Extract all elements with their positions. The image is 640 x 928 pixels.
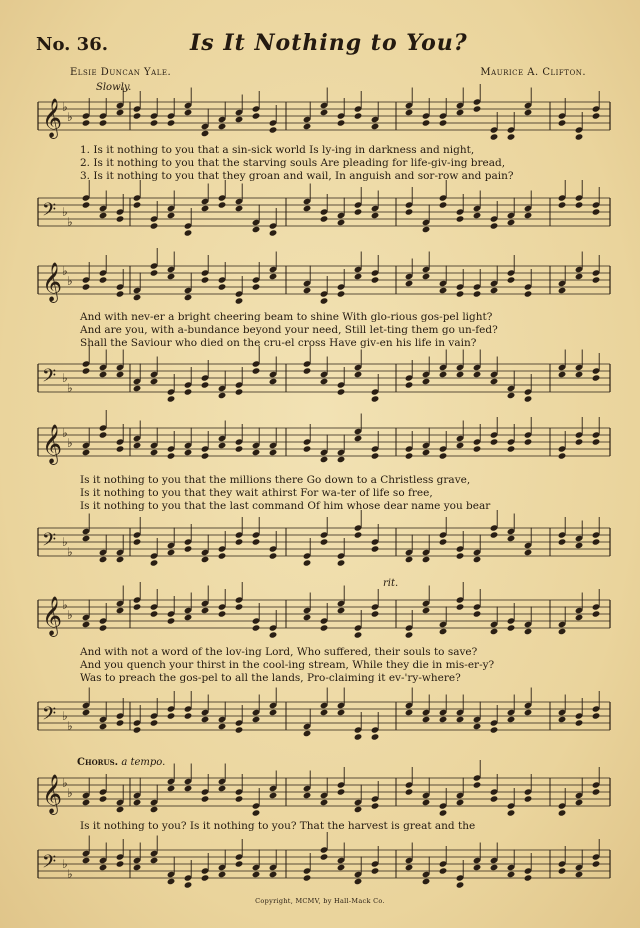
treble-staff-chorus <box>38 768 610 820</box>
lyric-line: Is it nothing to you? Is it nothing to you? That the harvest is great and the <box>80 820 476 832</box>
svg-text:♭: ♭ <box>62 100 68 114</box>
svg-text:𝄢: 𝄢 <box>42 200 57 225</box>
chorus-label: Chorus. <box>77 757 119 768</box>
treble-staff-system-1 <box>38 92 610 144</box>
lyric-line: And you quench your thirst in the cool-ing stream, While they die in mis-er-y? <box>80 659 495 671</box>
svg-text:𝄢: 𝄢 <box>42 366 57 391</box>
lyric-line: And with not a word of the lov-ing Lord, Who suffered, their souls to save? <box>80 646 478 658</box>
svg-text:𝄞: 𝄞 <box>42 774 63 814</box>
svg-text:♭: ♭ <box>62 598 68 612</box>
svg-text:𝄢: 𝄢 <box>42 704 57 729</box>
svg-text:♭: ♭ <box>67 436 73 450</box>
svg-text:♭: ♭ <box>62 857 68 871</box>
lyricist-credit: Elsie Duncan Yale. <box>70 67 172 78</box>
lyric-line: Is it nothing to you that the millions there Go down to a Christless grave, <box>80 474 471 486</box>
ritardando-marking: rit. <box>383 578 399 589</box>
lyric-line: And with nev-er a bright cheering beam to shine With glo-rious gos-pel light? <box>80 311 493 323</box>
hymn-number: No. 36. <box>36 34 108 55</box>
treble-staff-system-2 <box>38 256 610 308</box>
svg-text:♭: ♭ <box>67 215 73 229</box>
lyric-line: Shall the Saviour who died on the cru-el cross Have giv-en his life in vain? <box>80 337 477 349</box>
svg-text:♭: ♭ <box>67 110 73 124</box>
svg-text:♭: ♭ <box>67 867 73 881</box>
svg-text:𝄢: 𝄢 <box>42 530 57 555</box>
svg-text:♭: ♭ <box>67 608 73 622</box>
svg-text:𝄢: 𝄢 <box>42 852 57 877</box>
svg-text:𝄞: 𝄞 <box>42 98 63 138</box>
hymn-title: Is It Nothing to You? <box>190 30 468 56</box>
lyric-line: Is it nothing to you that the last command Of him whose dear name you bear <box>80 500 491 512</box>
treble-staff-system-3 <box>38 418 610 470</box>
lyric-line: 1. Is it nothing to you that a sin-sick world Is ly-ing in darkness and night, <box>80 144 475 156</box>
lyric-line: And are you, with a-bundance beyond your need, Still let-ting them go un-fed? <box>80 324 498 336</box>
bass-staff-system-4 <box>38 692 610 744</box>
svg-text:♭: ♭ <box>67 786 73 800</box>
lyric-line: 2. Is it nothing to you that the starving souls Are pleading for life-giv-ing bread, <box>80 157 506 169</box>
bass-staff-system-3 <box>38 518 610 570</box>
svg-text:♭: ♭ <box>67 381 73 395</box>
copyright-notice: Copyright, MCMV, by Hall-Mack Co. <box>255 897 385 905</box>
svg-text:𝄞: 𝄞 <box>42 596 63 636</box>
svg-text:𝄞: 𝄞 <box>42 424 63 464</box>
svg-text:♭: ♭ <box>67 274 73 288</box>
chorus-heading <box>77 757 165 768</box>
svg-text:♭: ♭ <box>62 426 68 440</box>
bass-staff-system-2 <box>38 354 610 406</box>
chorus-tempo: a tempo. <box>121 757 166 768</box>
lyric-line: Was to preach the gos-pel to all the lands, Pro-claiming it ev-'ry-where? <box>80 672 461 684</box>
lyric-line: Is it nothing to you that they wait athirst For wa-ter of life so free, <box>80 487 433 499</box>
lyric-line: 3. Is it nothing to you that they groan and wail, In anguish and sor-row and pain? <box>80 170 514 182</box>
svg-text:♭: ♭ <box>67 719 73 733</box>
svg-text:♭: ♭ <box>62 205 68 219</box>
svg-text:♭: ♭ <box>62 535 68 549</box>
tempo-marking: Slowly. <box>96 82 132 93</box>
bass-staff-chorus <box>38 840 610 892</box>
svg-text:♭: ♭ <box>62 264 68 278</box>
svg-text:♭: ♭ <box>62 776 68 790</box>
treble-staff-system-4 <box>38 590 610 642</box>
bass-staff-system-1 <box>38 188 610 240</box>
svg-text:𝄞: 𝄞 <box>42 262 63 302</box>
composer-credit: Maurice A. Clifton. <box>480 67 586 78</box>
svg-text:♭: ♭ <box>67 545 73 559</box>
svg-text:♭: ♭ <box>62 709 68 723</box>
svg-text:♭: ♭ <box>62 371 68 385</box>
